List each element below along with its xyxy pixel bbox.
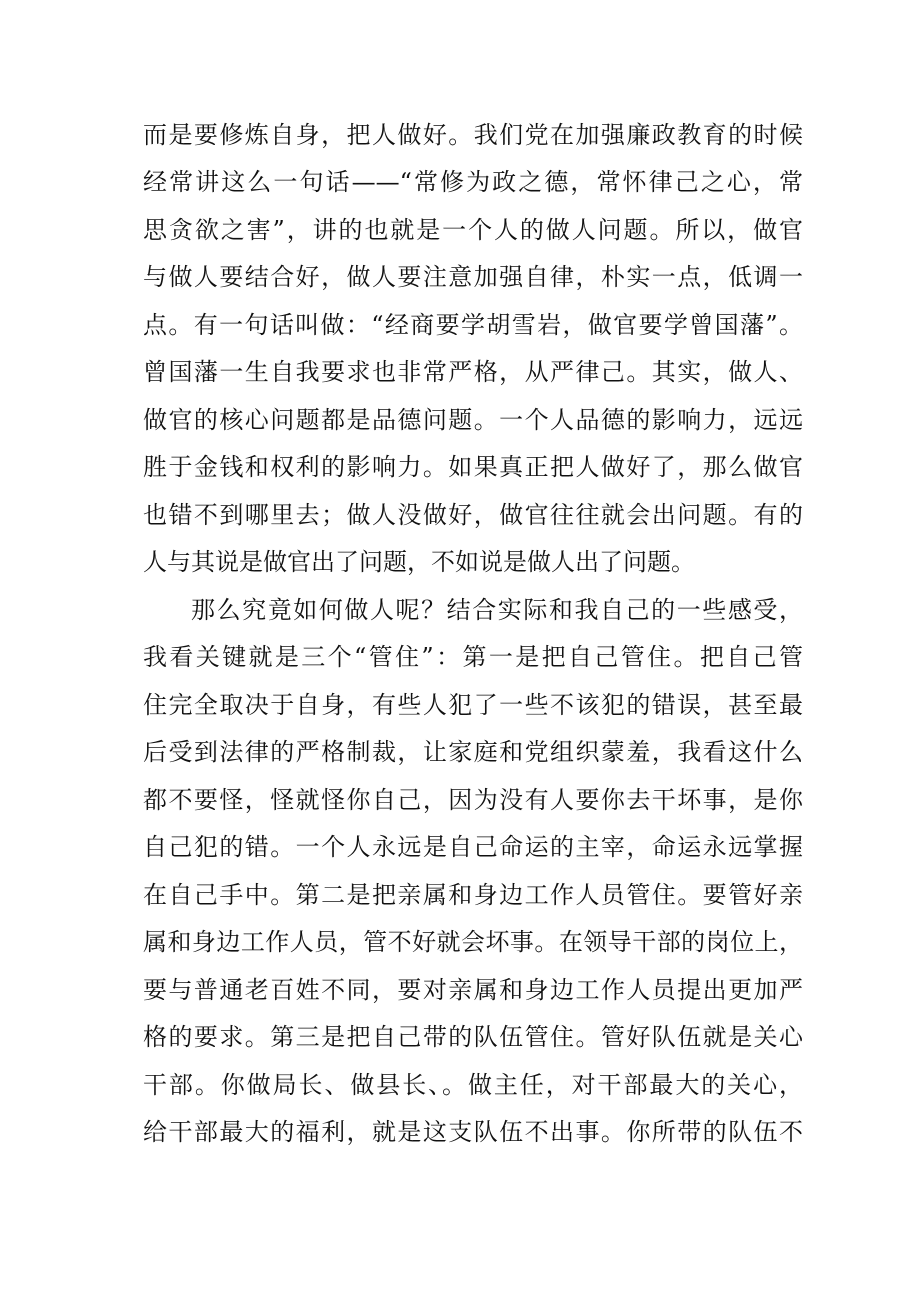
text-line: 经常讲这么一句话——“常修为政之德，常怀律己之心，常 xyxy=(143,168,803,196)
text-line: 住完全取决于自身，有些人犯了一些不该犯的错误，甚至最 xyxy=(143,691,803,719)
text-line: 自己犯的错。一个人永远是自己命运的主宰，命运永远掌握 xyxy=(143,833,803,861)
text-line: 都不要怪，怪就怪你自己，因为没有人要你去干坏事，是你 xyxy=(143,786,803,814)
text-line: 要与普通老百姓不同，要对亲属和身边工作人员提出更加严 xyxy=(143,976,803,1004)
text-line: 人与其说是做官出了问题，不如说是做人出了问题。 xyxy=(143,548,695,576)
text-line: 我看关键就是三个“管住”：第一是把自己管住。把自己管 xyxy=(143,643,803,671)
paragraph-first-line: 那么究竟如何做人呢？结合实际和我自己的一些感受， xyxy=(191,596,803,624)
text-line: 干部。你做局长、做县长、。做主任，对干部最大的关心， xyxy=(143,1071,803,1099)
text-line: 做官的核心问题都是品德问题。一个人品德的影响力，远远 xyxy=(143,406,803,434)
text-line: 胜于金钱和权利的影响力。如果真正把人做好了，那么做官 xyxy=(143,453,803,481)
text-line: 给干部最大的福利，就是这支队伍不出事。你所带的队伍不 xyxy=(143,1118,803,1146)
text-line: 思贪欲之害”，讲的也就是一个人的做人问题。所以，做官 xyxy=(143,216,803,244)
text-line: 属和身边工作人员，管不好就会坏事。在领导干部的岗位上， xyxy=(143,928,803,956)
text-line: 与做人要结合好，做人要注意加强自律，朴实一点，低调一 xyxy=(143,263,803,291)
text-line: 后受到法律的严格制裁，让家庭和党组织蒙羞，我看这什么 xyxy=(143,738,803,766)
text-line: 曾国藩一生自我要求也非常严格，从严律己。其实，做人、 xyxy=(143,358,803,386)
text-line: 也错不到哪里去；做人没做好，做官往往就会出问题。有的 xyxy=(143,501,803,529)
text-line: 而是要修炼自身，把人做好。我们党在加强廉政教育的时候 xyxy=(143,121,803,149)
text-line: 格的要求。第三是把自己带的队伍管住。管好队伍就是关心 xyxy=(143,1023,803,1051)
text-line: 点。有一句话叫做：“经商要学胡雪岩，做官要学曾国藩”。 xyxy=(143,311,803,339)
text-line: 在自己手中。第二是把亲属和身边工作人员管住。要管好亲 xyxy=(143,881,803,909)
